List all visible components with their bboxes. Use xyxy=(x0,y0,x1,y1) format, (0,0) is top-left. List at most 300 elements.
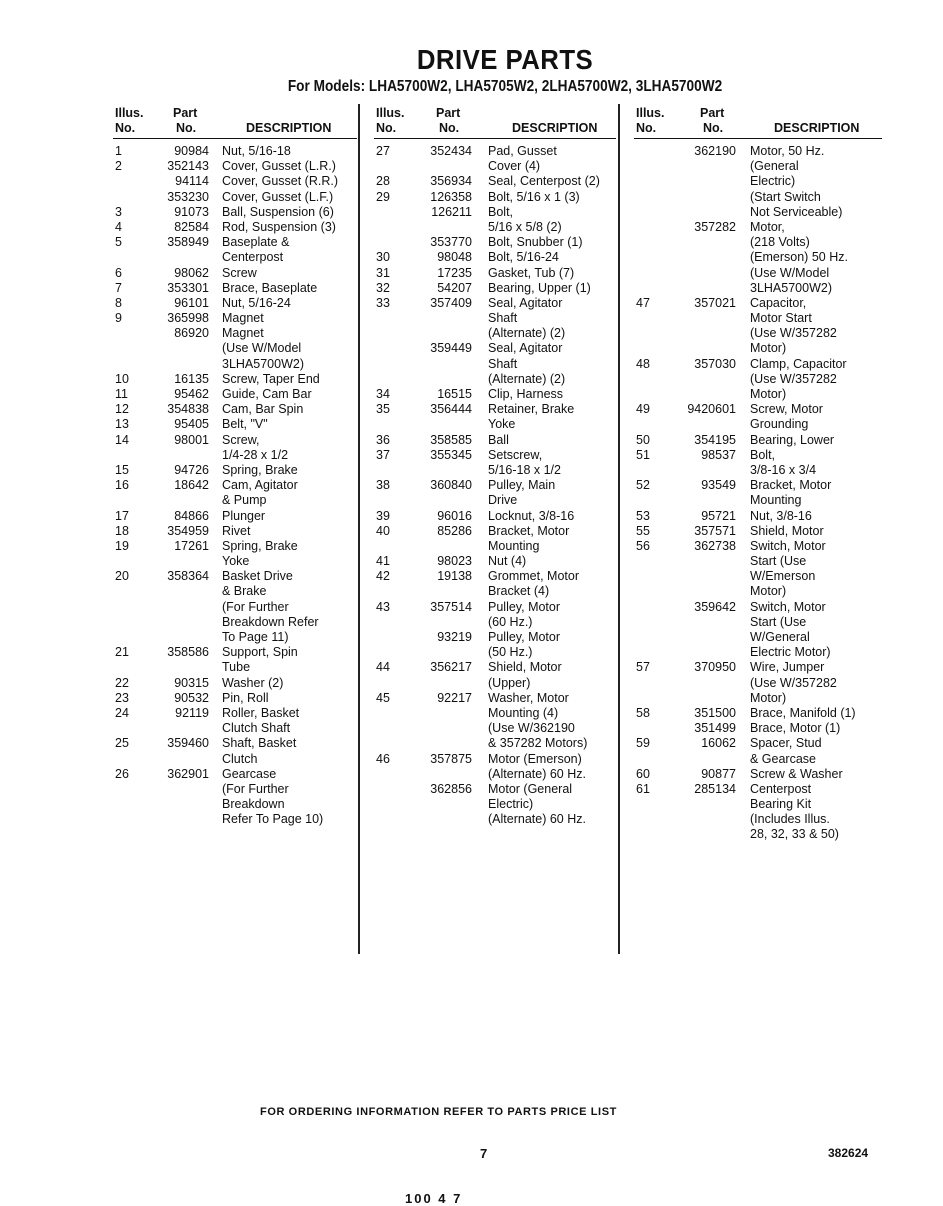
column-divider xyxy=(358,104,360,954)
description-line: (Alternate) 60 Hz. xyxy=(488,812,586,827)
part-row xyxy=(374,630,616,660)
part-description xyxy=(750,524,882,539)
part-number: 358585 xyxy=(430,432,472,447)
description-line: Breakdown xyxy=(222,797,285,812)
part-description xyxy=(488,402,616,432)
description-line: Retainer, Brake xyxy=(488,402,575,417)
part-row xyxy=(113,433,357,463)
part-row xyxy=(113,463,357,478)
illus-number: 16 xyxy=(115,478,129,493)
part-row xyxy=(634,706,882,721)
description-line: Bolt, 5/16 x 1 (3) xyxy=(488,189,580,204)
part-row xyxy=(374,296,616,342)
description-line: Nut (4) xyxy=(488,554,527,569)
illus-number: 9 xyxy=(115,311,122,326)
description-line: (Emerson) 50 Hz. xyxy=(750,250,848,265)
part-number: 17261 xyxy=(174,538,209,553)
part-number: 357021 xyxy=(694,295,736,310)
description-line: Shield, Motor xyxy=(488,660,562,675)
parts-column xyxy=(374,104,616,827)
illus-number: 44 xyxy=(376,660,390,675)
part-row xyxy=(374,554,616,569)
description-line: Motor (Emerson) xyxy=(488,751,582,766)
part-number: 357409 xyxy=(430,295,472,310)
part-description xyxy=(488,250,616,265)
part-description xyxy=(222,767,357,828)
description-line: Clutch xyxy=(222,751,258,766)
part-row xyxy=(634,448,882,478)
description-line: Motor) xyxy=(750,584,787,599)
description-line: 5/16-18 x 1/2 xyxy=(488,462,561,477)
description-line: Motor Start xyxy=(750,311,812,326)
part-row xyxy=(113,478,357,508)
header-illus: Illus. xyxy=(115,106,144,120)
part-description xyxy=(750,448,882,478)
column-header xyxy=(113,104,357,139)
part-row xyxy=(634,660,882,706)
part-number: 95721 xyxy=(701,508,736,523)
part-row xyxy=(634,402,882,432)
illus-number: 7 xyxy=(115,280,122,295)
illus-number: 34 xyxy=(376,387,390,401)
part-number: 362901 xyxy=(167,766,209,781)
description-line: (General xyxy=(750,159,799,174)
part-description xyxy=(488,554,616,569)
description-line: Bearing Kit xyxy=(750,797,812,812)
description-line: Nut, 3/8-16 xyxy=(750,508,812,523)
description-line: Cover, Gusset (R.R.) xyxy=(222,174,338,189)
part-number: 17235 xyxy=(437,265,472,280)
part-description xyxy=(222,220,357,235)
document-number: 382624 xyxy=(828,1146,869,1160)
header-illus-no: No. xyxy=(115,121,136,135)
part-row xyxy=(634,144,882,220)
header-description: DESCRIPTION xyxy=(774,121,860,135)
part-number: 357514 xyxy=(430,599,472,614)
part-row xyxy=(113,706,357,736)
illus-number: 55 xyxy=(636,523,650,538)
illus-number: 22 xyxy=(115,675,129,690)
part-row xyxy=(634,296,882,357)
illus-number: 15 xyxy=(115,462,129,477)
description-line: Spring, Brake xyxy=(222,538,298,553)
description-line: Switch, Motor xyxy=(750,538,826,553)
part-number: 358586 xyxy=(167,645,209,660)
column-header xyxy=(374,104,616,139)
part-number: 98023 xyxy=(437,554,472,569)
description-line: Centerpost xyxy=(750,781,812,796)
part-description xyxy=(750,296,882,357)
part-row xyxy=(634,736,882,766)
illus-number: 4 xyxy=(115,219,122,234)
part-description xyxy=(750,539,882,600)
part-number: 357875 xyxy=(430,751,472,766)
part-number: 16135 xyxy=(174,371,209,386)
part-row xyxy=(113,205,357,220)
description-line: Mounting xyxy=(750,493,802,508)
description-line: Ball, Suspension (6) xyxy=(222,204,334,219)
description-line: Setscrew, xyxy=(488,447,543,462)
description-line: Pin, Roll xyxy=(222,690,269,705)
part-description xyxy=(488,569,616,599)
description-line: (Alternate) (2) xyxy=(488,326,566,341)
part-row xyxy=(374,569,616,599)
description-line: Motor, xyxy=(750,219,785,234)
part-number: 95462 xyxy=(174,387,209,401)
part-description xyxy=(750,782,882,843)
illus-number: 57 xyxy=(636,660,650,675)
description-line: Gasket, Tub (7) xyxy=(488,265,575,280)
description-line: Switch, Motor xyxy=(750,599,826,614)
part-number: 98001 xyxy=(174,432,209,447)
description-line: Shield, Motor xyxy=(750,523,824,538)
header-part: Part xyxy=(436,106,461,120)
description-line: Pad, Gusset xyxy=(488,144,557,158)
description-line: Clip, Harness xyxy=(488,387,564,401)
description-line: Bearing, Upper (1) xyxy=(488,280,591,295)
part-row xyxy=(113,159,357,174)
description-line: Seal, Agitator xyxy=(488,295,563,310)
part-description xyxy=(750,433,882,448)
description-line: 1/4-28 x 1/2 xyxy=(222,447,289,462)
part-row xyxy=(374,478,616,508)
illus-number: 13 xyxy=(115,417,129,432)
part-number: 359642 xyxy=(694,599,736,614)
illus-number: 45 xyxy=(376,690,390,705)
description-line: Support, Spin xyxy=(222,645,298,660)
part-description xyxy=(222,417,357,432)
part-description xyxy=(488,660,616,690)
description-line: & Pump xyxy=(222,493,267,508)
part-number: 92217 xyxy=(437,690,472,705)
part-number: 362190 xyxy=(694,144,736,158)
part-description xyxy=(750,706,882,721)
parts-column xyxy=(113,104,357,827)
description-line: (Alternate) 60 Hz. xyxy=(488,766,586,781)
description-line: (For Further xyxy=(222,781,289,796)
description-line: (60 Hz.) xyxy=(488,614,533,629)
illus-number: 23 xyxy=(115,690,129,705)
part-number: 354195 xyxy=(694,432,736,447)
description-line: Motor, 50 Hz. xyxy=(750,144,825,158)
description-line: (218 Volts) xyxy=(750,235,810,250)
illus-number: 10 xyxy=(115,371,129,386)
description-line: Motor) xyxy=(750,387,787,401)
part-description xyxy=(488,296,616,342)
header-part-no: No. xyxy=(176,121,197,135)
part-number: 351500 xyxy=(694,705,736,720)
description-line: Capacitor, xyxy=(750,295,807,310)
illus-number: 32 xyxy=(376,280,390,295)
illus-number: 8 xyxy=(115,295,122,310)
description-line: Wire, Jumper xyxy=(750,660,825,675)
part-row xyxy=(113,266,357,281)
part-number: 357030 xyxy=(694,356,736,371)
description-line: 3/8-16 x 3/4 xyxy=(750,462,817,477)
part-number: 90877 xyxy=(701,766,736,781)
description-line: Ball xyxy=(488,432,509,447)
part-number: 353230 xyxy=(167,189,209,204)
part-description xyxy=(222,174,357,189)
part-number: 358364 xyxy=(167,569,209,584)
illus-number: 21 xyxy=(115,645,129,660)
illus-number: 3 xyxy=(115,204,122,219)
description-line: Spacer, Stud xyxy=(750,736,822,751)
header-illus: Illus. xyxy=(376,106,405,120)
description-line: & 357282 Motors) xyxy=(488,736,588,751)
description-line: Bolt, xyxy=(488,204,514,219)
illus-number: 25 xyxy=(115,736,129,751)
description-line: Grommet, Motor xyxy=(488,569,579,584)
part-number: 354838 xyxy=(167,402,209,417)
part-number: 352143 xyxy=(167,159,209,174)
description-line: Mounting xyxy=(488,538,540,553)
part-description xyxy=(222,524,357,539)
part-description xyxy=(750,402,882,432)
illus-number: 39 xyxy=(376,508,390,523)
part-number: 96101 xyxy=(174,295,209,310)
description-line: Pulley, Motor xyxy=(488,599,561,614)
header-part-no: No. xyxy=(439,121,460,135)
description-line: Grounding xyxy=(750,417,809,432)
part-number: 85286 xyxy=(437,523,472,538)
part-number: 16515 xyxy=(437,387,472,401)
description-line: 3LHA5700W2) xyxy=(222,356,304,371)
part-description xyxy=(222,205,357,220)
illus-number: 46 xyxy=(376,751,390,766)
description-line: Pulley, Motor xyxy=(488,630,561,644)
part-number: 16062 xyxy=(701,736,736,751)
part-number: 359460 xyxy=(167,736,209,751)
description-line: (Includes Illus. xyxy=(750,812,830,827)
part-row xyxy=(374,205,616,235)
illus-number: 51 xyxy=(636,447,650,462)
header-illus-no: No. xyxy=(376,121,397,135)
part-description xyxy=(750,220,882,296)
part-number: 90315 xyxy=(174,675,209,690)
part-number: 98537 xyxy=(701,447,736,462)
part-description xyxy=(488,235,616,250)
part-number: 358949 xyxy=(167,235,209,250)
description-line: (Use W/357282 xyxy=(750,326,837,341)
description-line: Tube xyxy=(222,660,251,675)
part-row xyxy=(374,174,616,189)
part-row xyxy=(634,524,882,539)
illus-number: 1 xyxy=(115,144,122,158)
part-row xyxy=(113,372,357,387)
description-line: Motor (General xyxy=(488,781,573,796)
description-line: Seal, Agitator xyxy=(488,341,563,356)
header-illus-no: No. xyxy=(636,121,657,135)
description-line: To Page 11) xyxy=(222,630,289,644)
header-part: Part xyxy=(173,106,198,120)
description-line: Screw, Motor xyxy=(750,402,823,417)
part-row xyxy=(634,600,882,661)
part-row xyxy=(374,448,616,478)
ordering-note: FOR ORDERING INFORMATION REFER TO PARTS PRICE LIST xyxy=(260,1106,617,1118)
part-number: 357282 xyxy=(694,219,736,234)
part-number: 351499 xyxy=(694,721,736,736)
part-number: 362738 xyxy=(694,538,736,553)
part-number: 19138 xyxy=(437,569,472,584)
part-description xyxy=(222,463,357,478)
description-line: Baseplate & xyxy=(222,235,290,250)
part-row xyxy=(113,220,357,235)
part-row xyxy=(374,144,616,174)
part-description xyxy=(750,357,882,403)
part-row xyxy=(113,281,357,296)
part-description xyxy=(222,281,357,296)
description-line: Brace, Motor (1) xyxy=(750,721,841,736)
part-row xyxy=(113,417,357,432)
part-number: 90532 xyxy=(174,690,209,705)
description-line: Motor) xyxy=(750,690,787,705)
part-description xyxy=(488,341,616,387)
part-row xyxy=(634,539,882,600)
illus-number: 49 xyxy=(636,402,650,417)
part-number: 90984 xyxy=(174,144,209,158)
description-line: Locknut, 3/8-16 xyxy=(488,508,575,523)
part-number: 86920 xyxy=(174,326,209,341)
part-row xyxy=(374,341,616,387)
description-line: Not Serviceable) xyxy=(750,204,843,219)
description-line: Refer To Page 10) xyxy=(222,812,324,827)
part-row xyxy=(374,190,616,205)
part-row xyxy=(634,721,882,736)
part-description xyxy=(222,736,357,766)
part-row xyxy=(634,220,882,296)
description-line: Cover, Gusset (L.R.) xyxy=(222,159,336,174)
description-line: Bracket, Motor xyxy=(750,478,832,493)
part-row xyxy=(113,296,357,311)
description-line: (Use W/357282 xyxy=(750,371,837,386)
part-description xyxy=(488,630,616,660)
part-description xyxy=(222,296,357,311)
description-line: Washer, Motor xyxy=(488,690,569,705)
part-row xyxy=(374,266,616,281)
part-row xyxy=(113,539,357,569)
part-description xyxy=(222,433,357,463)
description-line: Plunger xyxy=(222,508,266,523)
part-description xyxy=(488,205,616,235)
part-row xyxy=(113,691,357,706)
description-line: Mounting (4) xyxy=(488,705,559,720)
part-number: 365998 xyxy=(167,311,209,326)
illus-number: 48 xyxy=(636,356,650,371)
part-description xyxy=(222,569,357,645)
part-description xyxy=(222,676,357,691)
description-line: Cover (4) xyxy=(488,159,541,174)
illus-number: 53 xyxy=(636,508,650,523)
description-line: Bolt, Snubber (1) xyxy=(488,235,583,250)
description-line: Shaft xyxy=(488,356,518,371)
part-description xyxy=(222,509,357,524)
description-line: (Upper) xyxy=(488,675,531,690)
part-description xyxy=(222,387,357,402)
description-line: Roller, Basket xyxy=(222,705,300,720)
cropped-footer-text: 100 4 7 xyxy=(405,1191,463,1206)
description-line: Pulley, Main xyxy=(488,478,556,493)
description-line: Nut, 5/16-24 xyxy=(222,295,291,310)
part-row xyxy=(374,524,616,554)
illus-number: 29 xyxy=(376,189,390,204)
part-description xyxy=(488,448,616,478)
illus-number: 58 xyxy=(636,705,650,720)
part-row xyxy=(113,326,357,372)
description-line: (For Further xyxy=(222,599,289,614)
column-header xyxy=(634,104,882,139)
illus-number: 38 xyxy=(376,478,390,493)
part-description xyxy=(750,721,882,736)
part-row xyxy=(634,509,882,524)
part-description xyxy=(750,767,882,782)
description-line: (Use W/Model xyxy=(750,265,830,280)
description-line: Yoke xyxy=(488,417,516,432)
illus-number: 56 xyxy=(636,538,650,553)
part-number: 96016 xyxy=(437,508,472,523)
illus-number: 60 xyxy=(636,766,650,781)
illus-number: 40 xyxy=(376,523,390,538)
part-row xyxy=(634,433,882,448)
description-line: Rod, Suspension (3) xyxy=(222,219,336,234)
part-row xyxy=(113,645,357,675)
description-line: Electric Motor) xyxy=(750,645,831,660)
description-line: Bolt, xyxy=(750,447,776,462)
part-description xyxy=(488,387,616,402)
description-line: & Brake xyxy=(222,584,267,599)
part-number: 9420601 xyxy=(687,402,736,417)
part-row xyxy=(634,478,882,508)
part-number: 285134 xyxy=(694,781,736,796)
page-number: 7 xyxy=(480,1146,488,1161)
illus-number: 19 xyxy=(115,538,129,553)
part-row xyxy=(374,660,616,690)
part-description xyxy=(222,706,357,736)
illus-number: 50 xyxy=(636,432,650,447)
part-description xyxy=(222,159,357,174)
part-number: 18642 xyxy=(174,478,209,493)
description-line: Gearcase xyxy=(222,766,277,781)
illus-number: 24 xyxy=(115,705,129,720)
part-description xyxy=(750,509,882,524)
part-number: 357571 xyxy=(694,523,736,538)
part-row xyxy=(374,250,616,265)
header-illus: Illus. xyxy=(636,106,665,120)
part-number: 360840 xyxy=(430,478,472,493)
illus-number: 27 xyxy=(376,144,390,158)
illus-number: 28 xyxy=(376,174,390,189)
part-description xyxy=(222,235,357,265)
part-description xyxy=(222,478,357,508)
description-line: Shaft, Basket xyxy=(222,736,297,751)
part-row xyxy=(113,402,357,417)
description-line: Cam, Agitator xyxy=(222,478,298,493)
part-description xyxy=(488,752,616,782)
description-line: Clamp, Capacitor xyxy=(750,356,847,371)
description-line: (50 Hz.) xyxy=(488,645,533,660)
description-line: Seal, Centerpost (2) xyxy=(488,174,600,189)
description-line: Cam, Bar Spin xyxy=(222,402,304,417)
header-part-no: No. xyxy=(703,121,724,135)
part-number: 93549 xyxy=(701,478,736,493)
part-number: 356217 xyxy=(430,660,472,675)
part-row xyxy=(113,509,357,524)
illus-number: 26 xyxy=(115,766,129,781)
part-description xyxy=(488,691,616,752)
illus-number: 6 xyxy=(115,265,122,280)
part-description xyxy=(750,736,882,766)
illus-number: 5 xyxy=(115,235,122,250)
